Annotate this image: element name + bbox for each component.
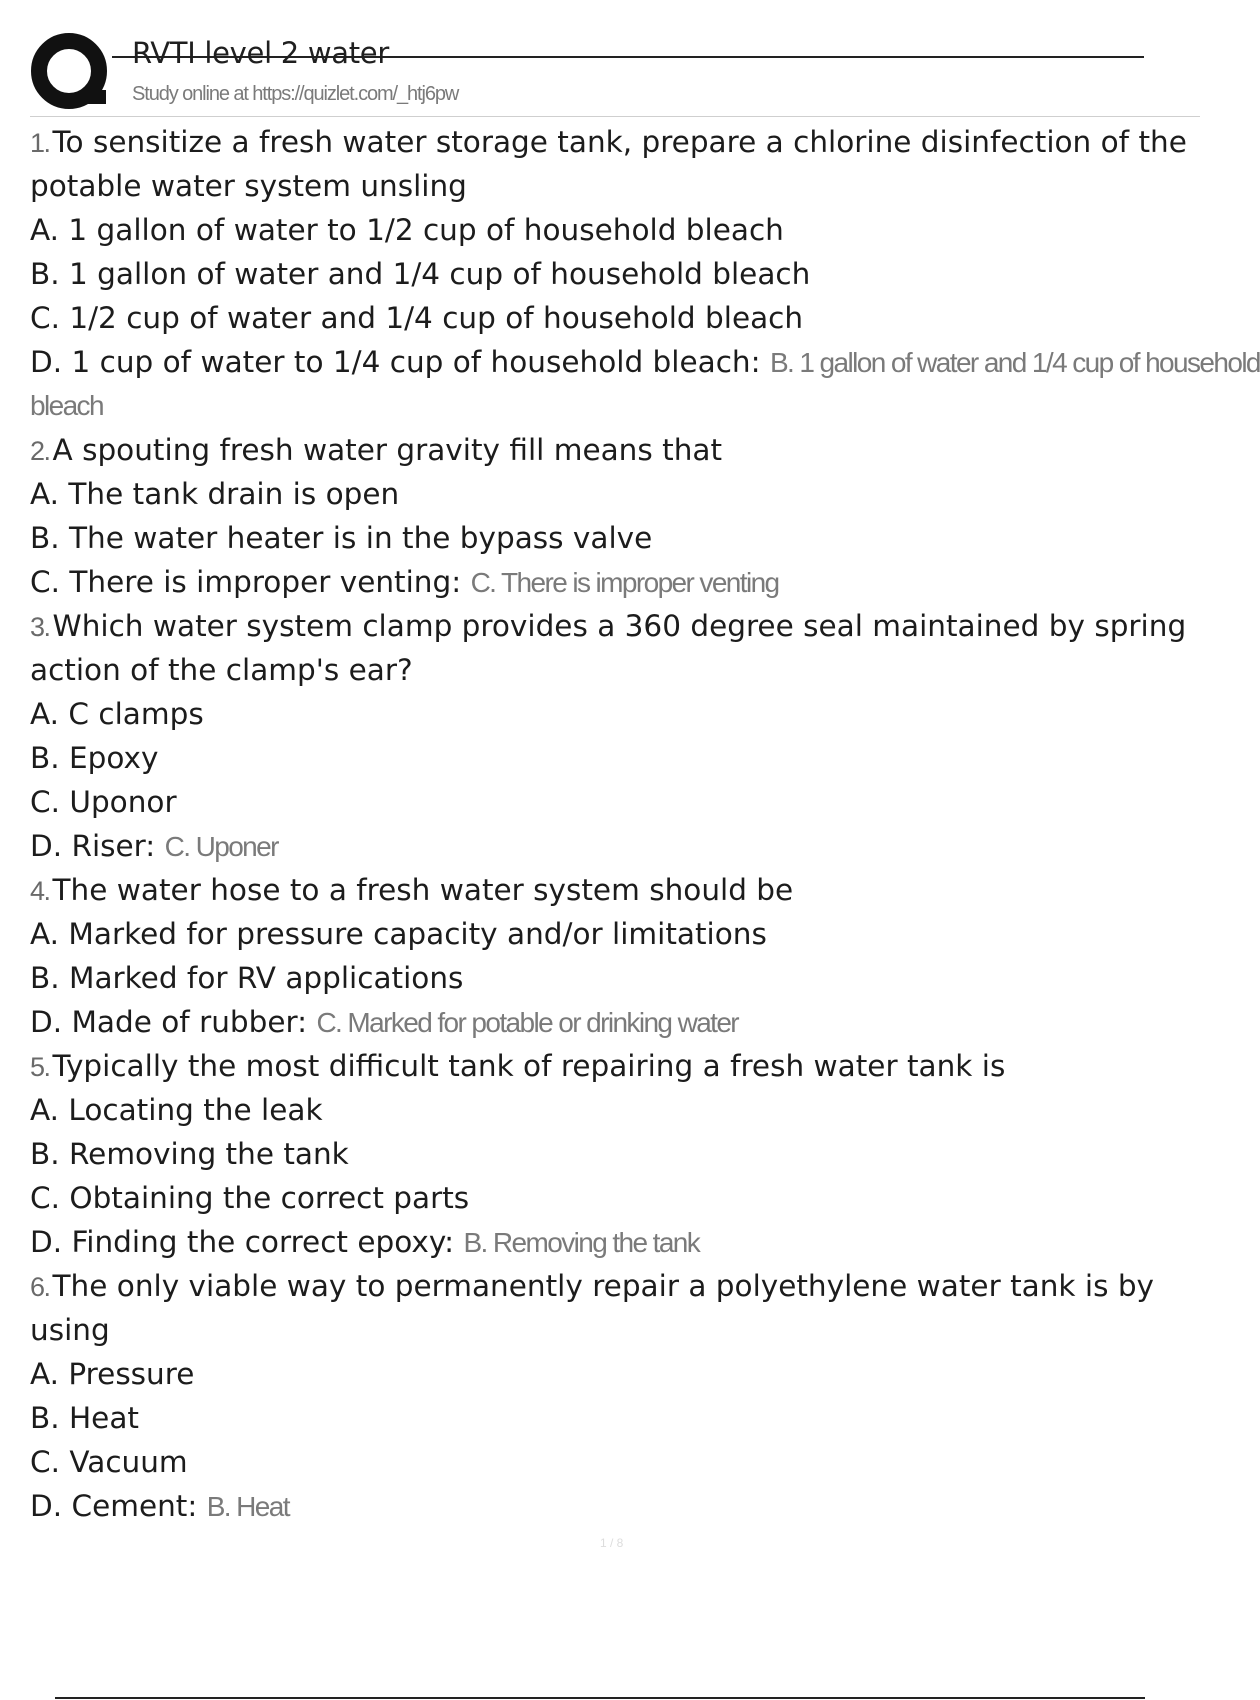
option-c: C. 1/2 cup of water and 1/4 cup of household bleach bbox=[30, 301, 804, 335]
answer-text: B. Removing the tank bbox=[463, 1227, 700, 1258]
question-3 bbox=[30, 604, 1200, 868]
question-stem bbox=[30, 604, 1200, 648]
question-1 bbox=[30, 120, 1260, 428]
option-b: B. Heat bbox=[30, 1401, 139, 1435]
option-c: C. Vacuum bbox=[30, 1445, 188, 1479]
question-stem-continued: potable water system unsling bbox=[30, 169, 467, 203]
question-stem-continued: using bbox=[30, 1313, 110, 1347]
option-d-text: D. 1 cup of water to 1/4 cup of household bleach: bbox=[30, 345, 761, 379]
footer-divider bbox=[55, 1697, 1145, 1699]
question-6 bbox=[30, 1264, 1200, 1528]
question-text: The only viable way to permanently repair a polyethylene water tank is by bbox=[52, 1269, 1155, 1303]
page-number: 1 / 8 bbox=[600, 1536, 624, 1550]
question-stem bbox=[30, 868, 1200, 912]
answer-text: C. There is improper venting bbox=[470, 567, 779, 598]
option-a: A. C clamps bbox=[30, 697, 204, 731]
question-2 bbox=[30, 428, 1200, 604]
question-number: 6. bbox=[30, 1272, 50, 1302]
answer-text: B. 1 gallon of water and 1/4 cup of household bbox=[769, 347, 1260, 378]
question-text: To sensitize a fresh water storage tank, prepare a chlorine disinfection of the bbox=[52, 125, 1187, 159]
question-number: 5. bbox=[30, 1052, 50, 1082]
option-a: A. Pressure bbox=[30, 1357, 195, 1391]
option-d bbox=[30, 1000, 1200, 1044]
question-stem bbox=[30, 1264, 1200, 1308]
option-b: B. 1 gallon of water and 1/4 cup of household bleach bbox=[30, 257, 811, 291]
page-header bbox=[0, 0, 1200, 118]
question-text: A spouting fresh water gravity fill means that bbox=[52, 433, 723, 467]
question-stem-continued: action of the clamp's ear? bbox=[30, 653, 413, 687]
answer-text: B. Heat bbox=[206, 1491, 289, 1522]
option-a: A. The tank drain is open bbox=[30, 477, 400, 511]
answer-text: C. Uponer bbox=[164, 831, 278, 862]
question-stem bbox=[30, 120, 1200, 164]
question-5 bbox=[30, 1044, 1200, 1264]
option-c: C. Obtaining the correct parts bbox=[30, 1181, 470, 1215]
answer-text: C. Marked for potable or drinking water bbox=[316, 1007, 739, 1038]
question-text: Which water system clamp provides a 360 degree seal maintained by spring bbox=[52, 609, 1187, 643]
question-list bbox=[30, 120, 1260, 1528]
option-a: A. Locating the leak bbox=[30, 1093, 323, 1127]
option-a: A. 1 gallon of water to 1/2 cup of household bleach bbox=[30, 213, 784, 247]
question-number: 3. bbox=[30, 612, 50, 642]
answer-text-continued: bleach bbox=[30, 390, 103, 421]
question-stem bbox=[30, 428, 1200, 472]
question-text: The water hose to a fresh water system should be bbox=[52, 873, 794, 907]
option-d-text: D. Cement: bbox=[30, 1489, 198, 1523]
study-online-link[interactable]: Study online at https://quizlet.com/_htj6pw bbox=[132, 83, 459, 105]
question-number: 2. bbox=[30, 436, 50, 466]
question-4 bbox=[30, 868, 1200, 1044]
option-b: B. Marked for RV applications bbox=[30, 961, 464, 995]
option-b: B. Removing the tank bbox=[30, 1137, 349, 1171]
option-c: C. Uponor bbox=[30, 785, 177, 819]
option-d bbox=[30, 1484, 1200, 1528]
option-d bbox=[30, 824, 1200, 868]
option-d bbox=[30, 1220, 1200, 1264]
header-divider bbox=[30, 116, 1200, 117]
option-d-text: D. Made of rubber: bbox=[30, 1005, 308, 1039]
question-number: 4. bbox=[30, 876, 50, 906]
question-number: 1. bbox=[30, 128, 50, 158]
option-a: A. Marked for pressure capacity and/or limitations bbox=[30, 917, 767, 951]
option-b: B. The water heater is in the bypass valve bbox=[30, 521, 653, 555]
option-d bbox=[30, 340, 1260, 384]
option-c bbox=[30, 560, 1200, 604]
question-stem bbox=[30, 1044, 1200, 1088]
document-title: RVTI level 2 water bbox=[132, 36, 389, 70]
question-text: Typically the most difficult tank of repairing a fresh water tank is bbox=[52, 1049, 1006, 1083]
option-d-text: D. Riser: bbox=[30, 829, 156, 863]
quizlet-logo-icon bbox=[30, 32, 112, 114]
option-d-text: D. Finding the correct epoxy: bbox=[30, 1225, 455, 1259]
option-b: B. Epoxy bbox=[30, 741, 159, 775]
option-c-text: C. There is improper venting: bbox=[30, 565, 462, 599]
